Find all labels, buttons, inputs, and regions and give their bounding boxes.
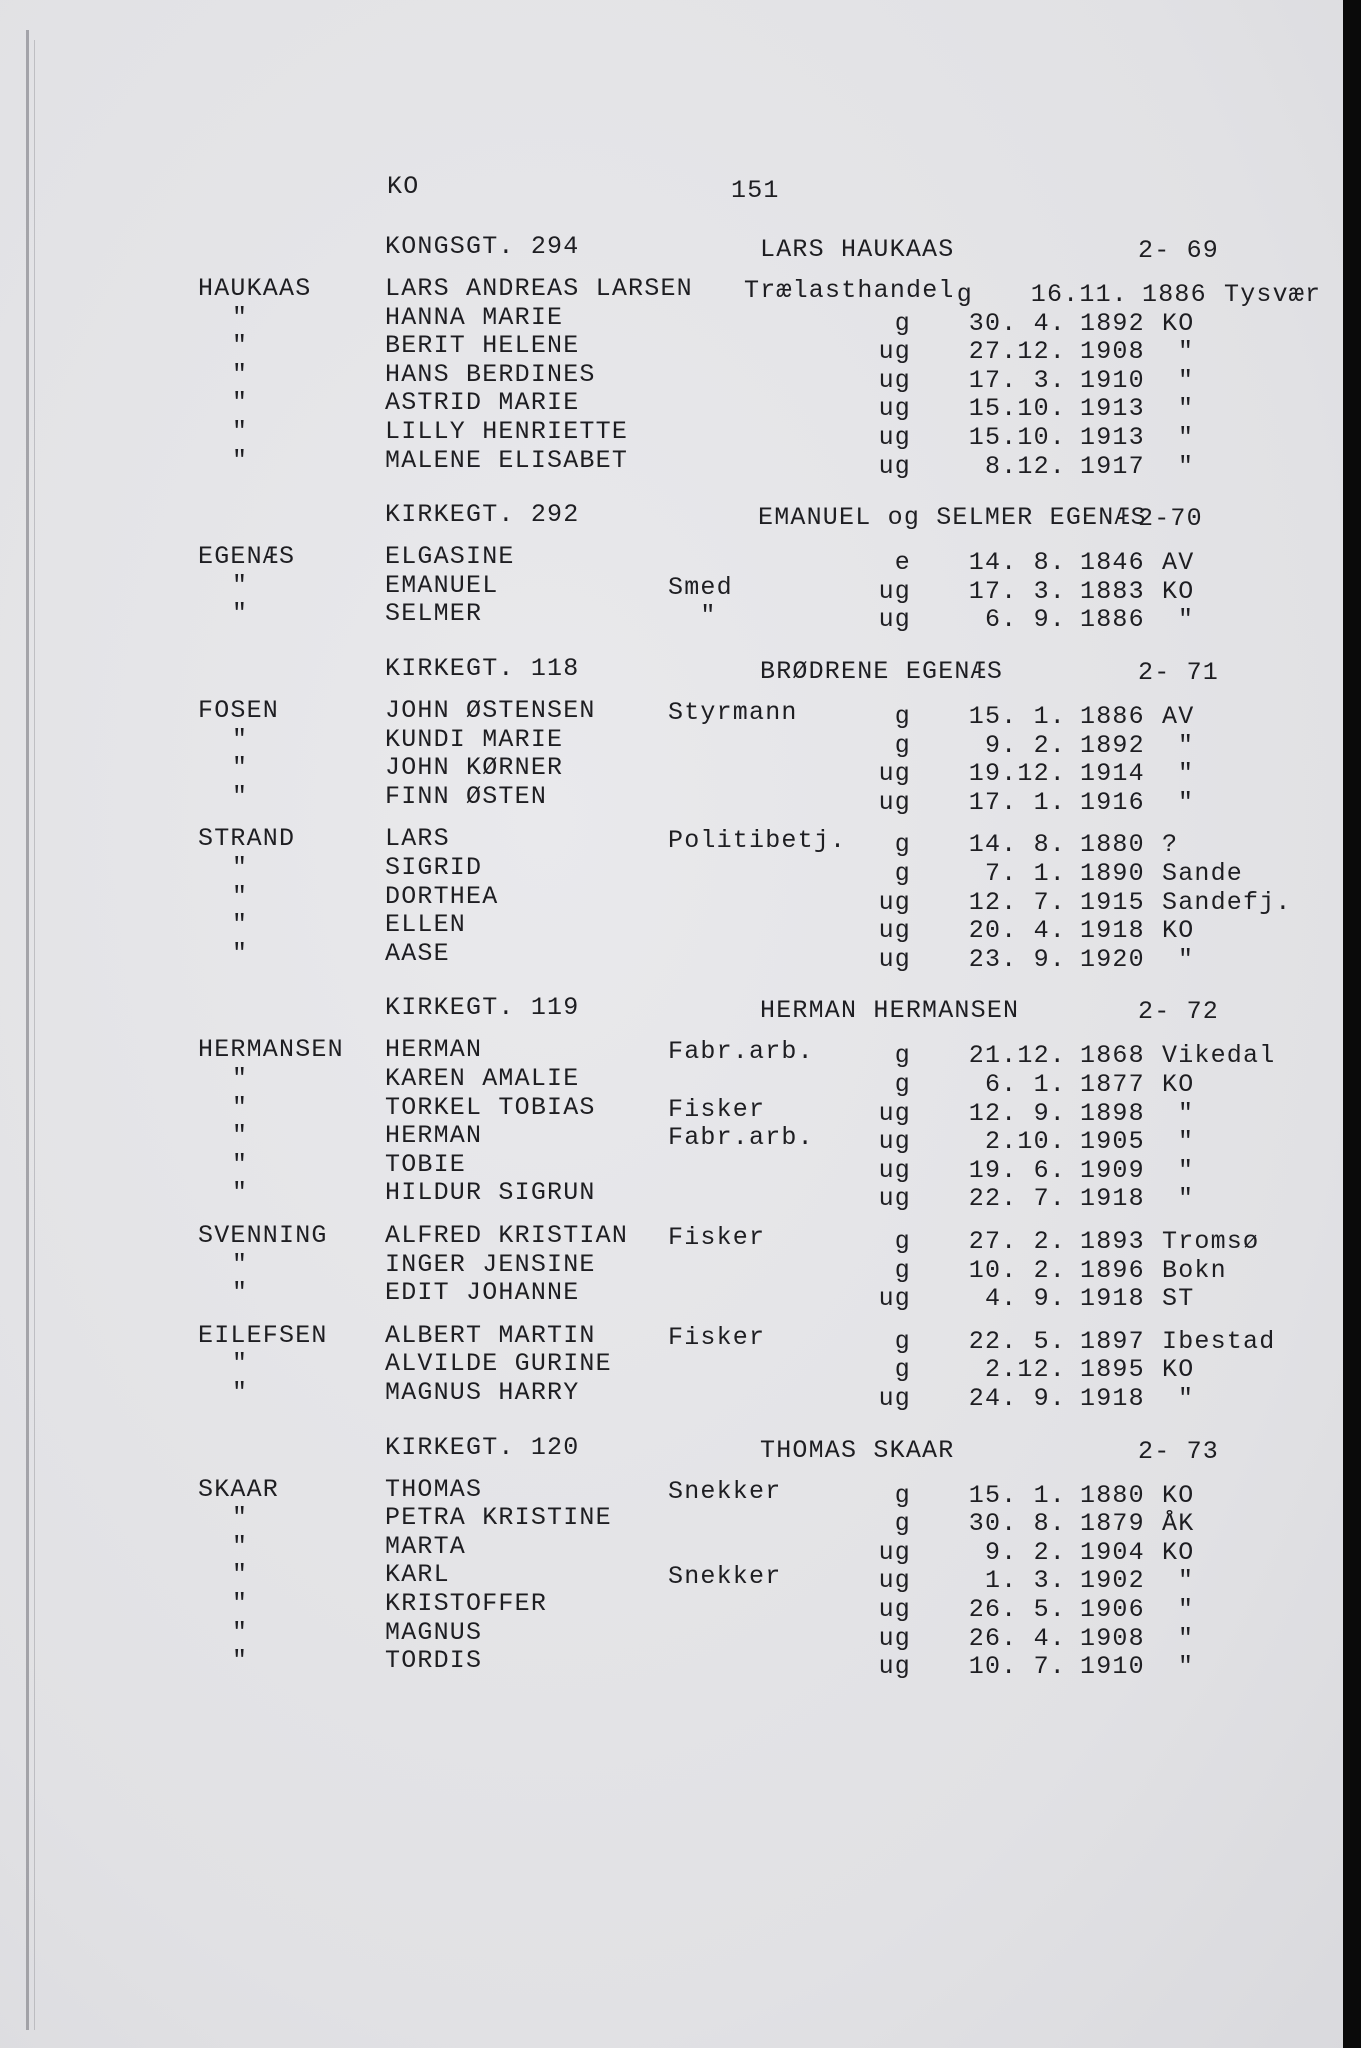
given-names: EDIT JOHANNE <box>385 1278 580 1308</box>
surname: " <box>232 359 249 389</box>
day-month: 12. 7. <box>968 887 1066 917</box>
day-month: 2.12. <box>984 1355 1066 1385</box>
given-names: MALENE ELISABET <box>385 445 629 475</box>
section-ref: 2- 71 <box>1138 658 1220 687</box>
day-month: 17. 3. <box>968 576 1066 606</box>
status: ug <box>878 1184 911 1214</box>
day-month: 27.12. <box>968 337 1066 367</box>
place: Tysvær <box>1224 280 1322 309</box>
section-address: KIRKEGT. 120 <box>385 1432 580 1462</box>
given-names: ASTRID MARIE <box>385 388 580 418</box>
surname: " <box>232 853 249 882</box>
place: " <box>1178 337 1195 367</box>
status: ug <box>878 1595 911 1624</box>
place: " <box>1178 787 1195 817</box>
occupation: Smed <box>668 572 733 602</box>
given-names: ALBERT MARTIN <box>385 1320 596 1350</box>
place: " <box>1178 1566 1195 1596</box>
section-ref: 2- 72 <box>1138 997 1220 1027</box>
year: 1886 <box>1080 702 1145 731</box>
day-month: 10. 2. <box>968 1255 1066 1285</box>
year: 1879 <box>1080 1509 1145 1539</box>
place: ST <box>1162 1284 1195 1314</box>
day-month: 1. 3. <box>984 1566 1066 1596</box>
surname: " <box>232 724 249 754</box>
surname: " <box>232 881 249 911</box>
day-month: 15. 1. <box>968 702 1066 731</box>
day-month: 16.11. <box>1030 280 1128 309</box>
status: ug <box>878 1566 911 1596</box>
place: " <box>1178 365 1195 395</box>
year: 1898 <box>1080 1098 1145 1128</box>
place: KO <box>1162 916 1195 946</box>
day-month: 26. 5. <box>968 1595 1066 1624</box>
place: AV <box>1162 702 1195 731</box>
year: 1897 <box>1080 1326 1145 1356</box>
place: ? <box>1162 830 1179 860</box>
surname: SVENNING <box>198 1221 328 1250</box>
section-ref: 2- 73 <box>1138 1436 1220 1466</box>
status: ug <box>878 576 911 606</box>
place: KO <box>1162 1070 1195 1099</box>
section-ref: 2- 69 <box>1138 236 1220 265</box>
section-address: KIRKEGT. 119 <box>385 993 580 1023</box>
surname: " <box>232 1178 249 1208</box>
place: KO <box>1162 1537 1195 1567</box>
given-names: FINN ØSTEN <box>385 781 548 811</box>
place: Sandefj. <box>1162 887 1292 917</box>
year: 1886 <box>1080 605 1145 635</box>
given-names: HERMAN <box>385 1121 483 1151</box>
status: g <box>894 730 911 760</box>
surname: " <box>232 445 249 475</box>
status: ug <box>878 605 911 635</box>
given-names: INGER JENSINE <box>385 1249 596 1279</box>
surname: " <box>232 1503 249 1533</box>
given-names: JOHN KØRNER <box>385 753 564 783</box>
year: 1918 <box>1080 1384 1145 1413</box>
given-names: MAGNUS <box>385 1617 483 1647</box>
year: 1917 <box>1080 451 1145 481</box>
surname: " <box>232 1092 249 1122</box>
status: g <box>894 1227 911 1256</box>
surname: " <box>232 1249 249 1279</box>
status: g <box>894 1255 911 1285</box>
given-names: ALFRED KRISTIAN <box>385 1221 629 1250</box>
day-month: 15.10. <box>968 394 1066 424</box>
year: 1880 <box>1080 1480 1145 1510</box>
occupation: Fisker <box>668 1094 766 1124</box>
place: Sande <box>1162 859 1244 888</box>
occupation: Fabr.arb. <box>668 1123 814 1153</box>
day-month: 12. 9. <box>968 1098 1066 1128</box>
page-code: KO <box>387 172 420 201</box>
page-edge-left <box>26 30 29 2030</box>
surname: EILEFSEN <box>198 1320 328 1350</box>
place: KO <box>1162 308 1195 338</box>
place: " <box>1178 1384 1195 1413</box>
surname: HAUKAAS <box>198 274 312 303</box>
year: 1918 <box>1080 916 1145 946</box>
given-names: ELLEN <box>385 910 467 940</box>
given-names: KRISTOFFER <box>385 1589 548 1618</box>
day-month: 9. 2. <box>984 1537 1066 1567</box>
status: ug <box>878 916 911 946</box>
status: ug <box>878 1284 911 1314</box>
day-month: 21.12. <box>968 1041 1066 1071</box>
occupation: Fisker <box>668 1223 766 1252</box>
surname: " <box>232 1349 249 1379</box>
place: " <box>1178 1098 1195 1128</box>
day-month: 17. 1. <box>968 787 1066 817</box>
year: 1890 <box>1080 859 1145 888</box>
given-names: LARS ANDREAS LARSEN <box>385 274 693 303</box>
year: 1893 <box>1080 1227 1145 1256</box>
day-month: 26. 4. <box>968 1623 1066 1653</box>
given-names: ALVILDE GURINE <box>385 1349 612 1379</box>
surname: " <box>232 388 249 418</box>
day-month: 10. 7. <box>968 1652 1066 1682</box>
occupation: " <box>668 601 717 631</box>
given-names: KUNDI MARIE <box>385 724 564 754</box>
occupation: Snekker <box>668 1562 782 1592</box>
given-names: HERMAN <box>385 1035 483 1065</box>
status: g <box>894 1326 911 1356</box>
status: g <box>894 830 911 860</box>
status: ug <box>878 1537 911 1567</box>
surname: " <box>232 1531 249 1561</box>
year: 1908 <box>1080 1623 1145 1653</box>
place: " <box>1178 1623 1195 1653</box>
page-number: 151 <box>731 176 780 205</box>
year: 1918 <box>1080 1284 1145 1314</box>
given-names: LILLY HENRIETTE <box>385 417 629 446</box>
place: " <box>1178 1127 1195 1157</box>
surname: " <box>232 570 249 600</box>
year: 1918 <box>1080 1184 1145 1214</box>
status: ug <box>878 1384 911 1413</box>
section-owner: THOMAS SKAAR <box>760 1435 955 1465</box>
surname: " <box>232 781 249 811</box>
given-names: MARTA <box>385 1531 467 1561</box>
surname: " <box>232 1378 249 1407</box>
year: 1905 <box>1080 1127 1145 1157</box>
surname: FOSEN <box>198 696 280 725</box>
status: ug <box>878 1652 911 1682</box>
year: 1913 <box>1080 423 1145 452</box>
given-names: HANNA MARIE <box>385 302 564 332</box>
section-address: KIRKEGT. 118 <box>385 654 580 683</box>
place: " <box>1178 1652 1195 1682</box>
section-owner: HERMAN HERMANSEN <box>760 996 1020 1026</box>
surname: " <box>232 1149 249 1179</box>
occupation: Politibetj. <box>668 826 847 856</box>
place: Vikedal <box>1162 1041 1276 1071</box>
occupation: Trælasthandel <box>744 276 955 305</box>
given-names: DORTHEA <box>385 881 499 911</box>
given-names: SIGRID <box>385 853 483 882</box>
place: Tromsø <box>1162 1227 1260 1256</box>
day-month: 6. 1. <box>984 1070 1066 1099</box>
surname: " <box>232 1589 249 1618</box>
day-month: 19. 6. <box>968 1155 1066 1185</box>
occupation: Fisker <box>668 1322 766 1352</box>
status: g <box>894 1509 911 1539</box>
status: g <box>894 1480 911 1510</box>
day-month: 17. 3. <box>968 365 1066 395</box>
day-month: 20. 4. <box>968 916 1066 946</box>
given-names: TORKEL TOBIAS <box>385 1092 596 1122</box>
surname: " <box>232 1278 249 1308</box>
status: ug <box>878 451 911 481</box>
surname: " <box>232 302 249 332</box>
surname: " <box>232 938 249 968</box>
status: ug <box>878 1098 911 1128</box>
section-ref: 2-70 <box>1138 504 1203 534</box>
place: " <box>1178 605 1195 635</box>
given-names: LARS <box>385 824 450 854</box>
status: g <box>956 280 973 309</box>
place: " <box>1178 759 1195 789</box>
year: 1877 <box>1080 1070 1145 1099</box>
given-names: MAGNUS HARRY <box>385 1378 580 1407</box>
year: 1846 <box>1080 548 1145 578</box>
day-month: 6. 9. <box>984 605 1066 635</box>
status: g <box>894 1355 911 1385</box>
status: ug <box>878 337 911 367</box>
day-month: 30. 8. <box>968 1509 1066 1539</box>
surname: " <box>232 599 249 629</box>
section-owner: EMANUEL og SELMER EGENÆS <box>758 503 1147 533</box>
day-month: 14. 8. <box>968 830 1066 860</box>
day-month: 24. 9. <box>968 1384 1066 1413</box>
year: 1920 <box>1080 944 1145 974</box>
place: ÅK <box>1162 1509 1195 1539</box>
status: e <box>894 548 911 578</box>
status: g <box>894 1041 911 1071</box>
given-names: SELMER <box>385 599 483 629</box>
day-month: 19.12. <box>968 759 1066 789</box>
day-month: 7. 1. <box>984 859 1066 888</box>
status: g <box>894 859 911 888</box>
surname: SKAAR <box>198 1474 280 1504</box>
place: " <box>1178 1184 1195 1214</box>
section-owner: LARS HAUKAAS <box>760 235 955 264</box>
given-names: PETRA KRISTINE <box>385 1503 612 1533</box>
year: 1880 <box>1080 830 1145 860</box>
status: g <box>894 1070 911 1099</box>
surname: " <box>232 1560 249 1590</box>
status: ug <box>878 423 911 452</box>
year: 1892 <box>1080 730 1145 760</box>
given-names: EMANUEL <box>385 570 499 600</box>
given-names: AASE <box>385 938 450 968</box>
day-month: 2.10. <box>984 1127 1066 1157</box>
day-month: 27. 2. <box>968 1227 1066 1256</box>
status: g <box>894 308 911 338</box>
given-names: JOHN ØSTENSEN <box>385 696 596 725</box>
day-month: 8.12. <box>984 451 1066 481</box>
surname: " <box>232 417 249 446</box>
place: " <box>1178 730 1195 760</box>
surname: HERMANSEN <box>198 1035 344 1065</box>
given-names: KARL <box>385 1560 450 1590</box>
day-month: 22. 7. <box>968 1184 1066 1214</box>
status: ug <box>878 887 911 917</box>
year: 1895 <box>1080 1355 1145 1385</box>
year: 1908 <box>1080 337 1145 367</box>
year: 1902 <box>1080 1566 1145 1596</box>
year: 1892 <box>1080 308 1145 338</box>
given-names: HILDUR SIGRUN <box>385 1178 596 1208</box>
place: KO <box>1162 1480 1195 1510</box>
year: 1910 <box>1080 1652 1145 1682</box>
status: ug <box>878 365 911 395</box>
year: 1883 <box>1080 576 1145 606</box>
status: ug <box>878 1127 911 1157</box>
surname: STRAND <box>198 824 296 854</box>
surname: " <box>232 1064 249 1093</box>
surname: " <box>232 1646 249 1676</box>
given-names: BERIT HELENE <box>385 331 580 361</box>
given-names: TOBIE <box>385 1149 467 1179</box>
place: " <box>1178 1155 1195 1185</box>
year: 1868 <box>1080 1041 1145 1071</box>
status: ug <box>878 759 911 789</box>
day-month: 15. 1. <box>968 1480 1066 1510</box>
place: " <box>1178 451 1195 481</box>
place: Bokn <box>1162 1255 1227 1285</box>
section-address: KIRKEGT. 292 <box>385 500 580 530</box>
surname: " <box>232 910 249 940</box>
given-names: HANS BERDINES <box>385 359 596 389</box>
given-names: TORDIS <box>385 1646 483 1676</box>
status: ug <box>878 944 911 974</box>
surname: EGENÆS <box>198 542 296 572</box>
year: 1904 <box>1080 1537 1145 1567</box>
year: 1913 <box>1080 394 1145 424</box>
page-edge-line <box>34 40 35 2030</box>
surname: " <box>232 1121 249 1151</box>
day-month: 23. 9. <box>968 944 1066 974</box>
day-month: 9. 2. <box>984 730 1066 760</box>
year: 1915 <box>1080 887 1145 917</box>
place: " <box>1178 394 1195 424</box>
surname: " <box>232 1617 249 1647</box>
year: 1886 <box>1142 280 1207 309</box>
given-names: ELGASINE <box>385 542 515 572</box>
status: g <box>894 702 911 731</box>
place: " <box>1178 1595 1195 1624</box>
day-month: 4. 9. <box>984 1284 1066 1314</box>
section-address: KONGSGT. 294 <box>385 232 580 261</box>
given-names: KAREN AMALIE <box>385 1064 580 1093</box>
year: 1910 <box>1080 365 1145 395</box>
place: " <box>1178 423 1195 452</box>
occupation: Snekker <box>668 1476 782 1506</box>
place: " <box>1178 944 1195 974</box>
status: ug <box>878 394 911 424</box>
place: KO <box>1162 1355 1195 1385</box>
day-month: 22. 5. <box>968 1326 1066 1356</box>
status: ug <box>878 787 911 817</box>
status: ug <box>878 1155 911 1185</box>
day-month: 30. 4. <box>968 308 1066 338</box>
place: AV <box>1162 548 1195 578</box>
place: Ibestad <box>1162 1326 1276 1356</box>
scan-border-right <box>1343 0 1361 2048</box>
place: KO <box>1162 576 1195 606</box>
surname: " <box>232 753 249 783</box>
year: 1909 <box>1080 1155 1145 1185</box>
occupation: Styrmann <box>668 698 798 727</box>
surname: " <box>232 331 249 361</box>
occupation: Fabr.arb. <box>668 1037 814 1067</box>
year: 1914 <box>1080 759 1145 789</box>
day-month: 14. 8. <box>968 548 1066 578</box>
year: 1896 <box>1080 1255 1145 1285</box>
status: ug <box>878 1623 911 1653</box>
year: 1916 <box>1080 787 1145 817</box>
given-names: THOMAS <box>385 1474 483 1504</box>
section-owner: BRØDRENE EGENÆS <box>760 657 1004 686</box>
year: 1906 <box>1080 1595 1145 1624</box>
day-month: 15.10. <box>968 423 1066 452</box>
